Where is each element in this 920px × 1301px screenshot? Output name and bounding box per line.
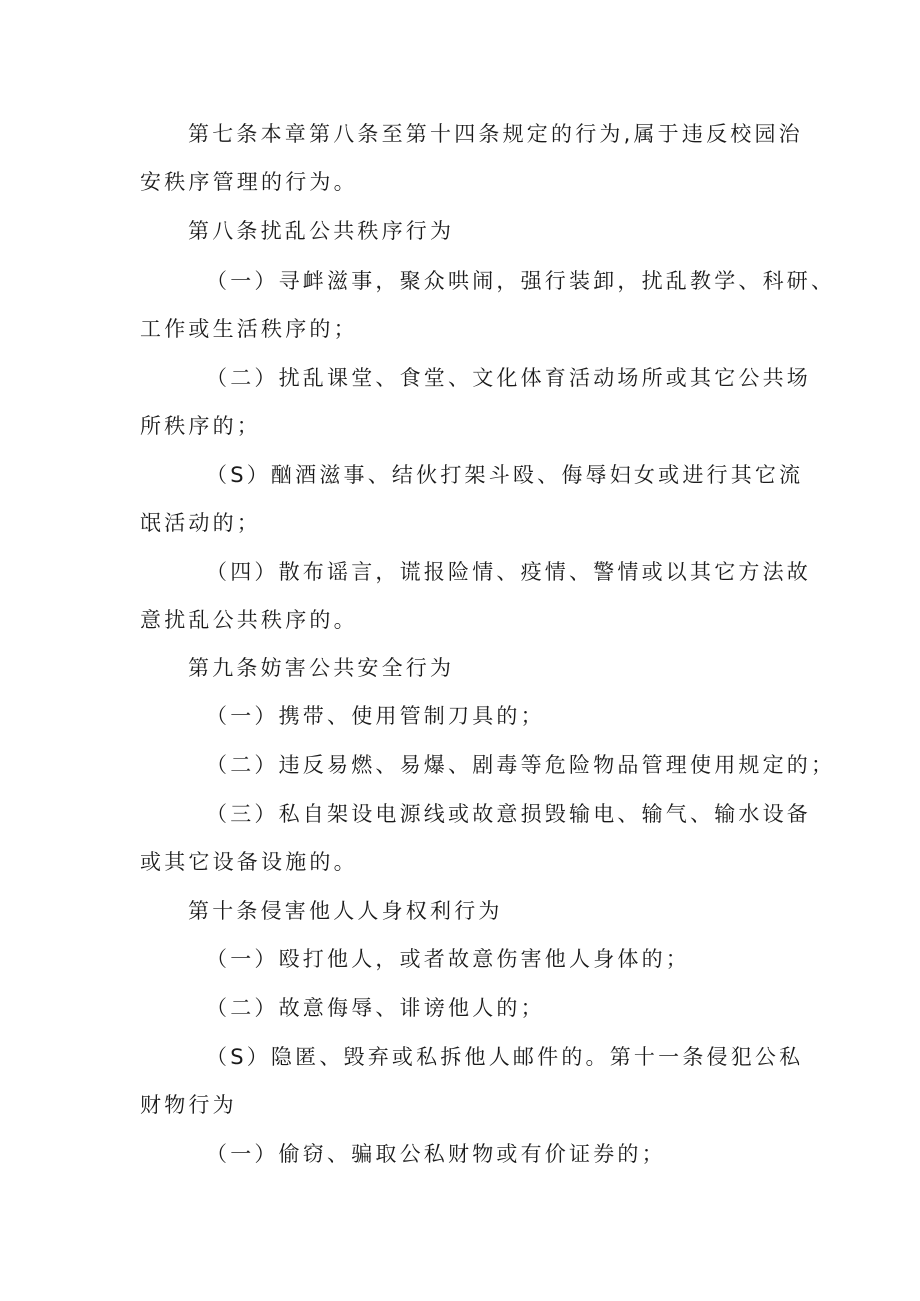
article-8-item-3-line-2: 氓活动的； [140,511,261,535]
article-9-item-3-line-2: 或其它设备设施的。 [140,850,358,874]
article-7-heading-line-2: 安秩序管理的行为。 [140,170,358,194]
article-8-item-2-line-1: （二）扰乱课堂、食堂、文化体育活动场所或其它公共场 [206,366,811,390]
article-8-item-1-line-1: （一）寻衅滋事，聚众哄闹，强行装卸，扰乱教学、科研、 [206,269,836,293]
article-10-item-3-line-1: （S）隐匿、毁弃或私拆他人邮件的。第十一条侵犯公私 [206,1045,804,1069]
article-8-item-4-line-2: 意扰乱公共秩序的。 [140,608,358,632]
article-9-item-3-line-1: （三）私自架设电源线或故意损毁输电、输气、输水设备 [206,802,811,826]
article-7-heading-line-1: 第七条本章第八条至第十四条规定的行为,属于违反校园治 [188,122,803,146]
article-10-heading: 第十条侵害他人人身权利行为 [188,899,503,923]
article-10-item-1: （一）殴打他人，或者故意伤害他人身体的； [206,947,690,971]
article-8-item-1-line-2: 工作或生活秩序的； [140,317,358,341]
article-9-item-1: （一）携带、使用管制刀具的； [206,704,545,728]
article-8-heading: 第八条扰乱公共秩序行为 [188,219,455,243]
article-8-item-2-line-2: 所秩序的； [140,414,261,438]
article-8-item-3-line-1: （S）酗酒滋事、结伙打架斗殴、侮辱妇女或进行其它流 [206,463,804,487]
article-11-item-1: （一）偷窃、骗取公私财物或有价证券的； [206,1142,666,1166]
article-9-heading: 第九条妨害公共安全行为 [188,656,455,680]
article-9-item-2: （二）违反易燃、易爆、剧毒等危险物品管理使用规定的； [206,753,836,777]
article-10-item-2: （二）故意侮辱、诽谤他人的； [206,996,545,1020]
article-8-item-4-line-1: （四）散布谣言，谎报险情、疫情、警情或以其它方法故 [206,560,811,584]
article-11-heading: 财物行为 [140,1093,237,1117]
